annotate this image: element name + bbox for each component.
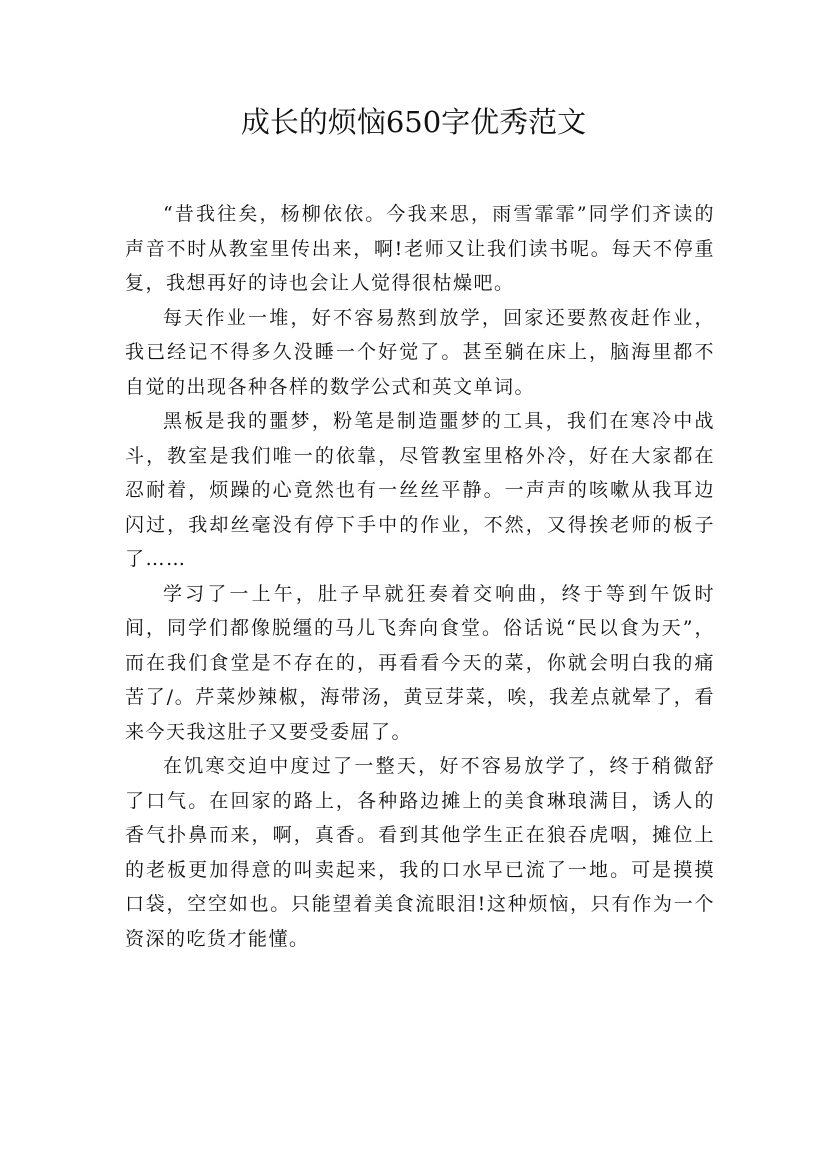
paragraph-1: “昔我往矣，杨柳依依。今我来思，雨雪霏霏”同学们齐读的声音不时从教室里传出来，啊!老师又让我们读书呢。每天不停重复，我想再好的诗也会让人觉得很枯燥吧。 <box>125 203 715 294</box>
paragraph-2: 每天作业一堆，好不容易熬到放学，回家还要熬夜赶作业，我已经记不得多久没睡一个好觉了。甚至躺在床上，脑海里都不自觉的出现各种各样的数学公式和英文单词。 <box>125 306 715 398</box>
paragraph-5: 在饥寒交迫中度过了一整天，好不容易放学了，终于稍微舒了口气。在回家的路上，各种路边摊上的美食琳琅满目，诱人的香气扑鼻而来，啊，真香。看到其他学生正在狼吞虎咽，摊位上的老板更加得意的叫卖起来，我的口水早已流了一地。可是摸摸口袋，空空如也。只能望着美食流眼泪!这种烦恼，只有作为一个资深的吃货才能懂。 <box>125 755 715 950</box>
paragraph-4: 学习了一上午，肚子早就狂奏着交响曲，终于等到午饭时间，同学们都像脱缰的马儿飞奔向食堂。俗话说“民以食为天”，而在我们食堂是不存在的，再看看今天的菜，你就会明白我的痛苦了/。芹菜炒辣椒，海带汤，黄豆芽菜，唉，我差点就晕了，看来今天我这肚子又要受委屈了。 <box>125 582 715 743</box>
document-title: 成长的烦恼650字优秀范文 <box>240 105 587 139</box>
paragraph-3: 黑板是我的噩梦，粉笔是制造噩梦的工具，我们在寒冷中战斗，教室是我们唯一的依靠，尽管教室里格外冷，好在大家都在忍耐着，烦躁的心竟然也有一丝丝平静。一声声的咳嗽从我耳边闪过，我却丝毫没有停下手中的作业，不然，又得挨老师的板子了…… <box>125 410 715 570</box>
essay-body <box>125 197 715 956</box>
